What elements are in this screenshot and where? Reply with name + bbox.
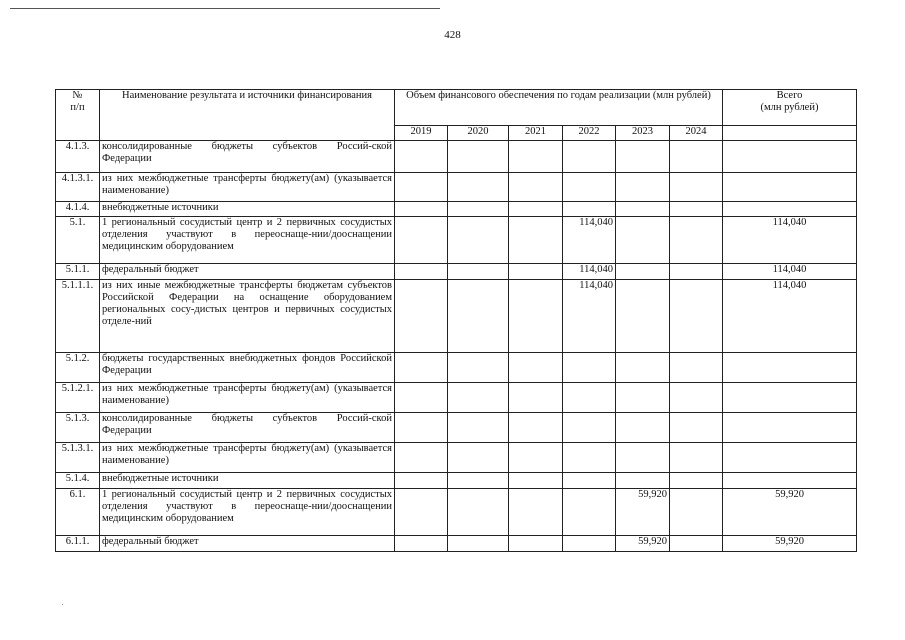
row-name: федеральный бюджет [100, 536, 395, 552]
year-value-cell [616, 473, 670, 489]
year-value-cell [509, 280, 563, 353]
row-number: 5.1. [56, 217, 100, 264]
table-row [56, 264, 857, 280]
year-value-cell [616, 353, 670, 383]
year-value-cell [616, 173, 670, 202]
year-value-cell [563, 383, 616, 413]
year-value-cell [670, 202, 723, 217]
year-value-cell [670, 264, 723, 280]
table-row [56, 473, 857, 489]
year-value-cell [509, 443, 563, 473]
table-row [56, 217, 857, 264]
year-value-cell [670, 473, 723, 489]
year-value-cell [616, 264, 670, 280]
year-value-cell [670, 489, 723, 536]
year-value-cell [563, 173, 616, 202]
table-row [56, 536, 857, 552]
year-value-cell: 114,040 [563, 217, 616, 264]
year-value-cell [448, 217, 509, 264]
table-row [56, 383, 857, 413]
year-value-cell [448, 443, 509, 473]
year-value-cell: 114,040 [563, 280, 616, 353]
year-header: 2024 [670, 126, 723, 141]
row-number: 5.1.2.1. [56, 383, 100, 413]
table-body [56, 90, 857, 552]
page-number: 428 [444, 29, 461, 41]
total-value-cell [723, 413, 857, 443]
year-value-cell [509, 473, 563, 489]
row-name: внебюджетные источники [100, 202, 395, 217]
total-header: Всего (млн рублей) [723, 90, 857, 126]
year-value-cell [448, 173, 509, 202]
row-number: 5.1.3. [56, 413, 100, 443]
year-value-cell [616, 202, 670, 217]
total-value-cell [723, 353, 857, 383]
year-value-cell [563, 536, 616, 552]
num-header: № п/п [56, 90, 100, 141]
year-header: 2022 [563, 126, 616, 141]
year-value-cell [670, 383, 723, 413]
year-value-cell [670, 353, 723, 383]
year-value-cell [509, 217, 563, 264]
total-value-cell [723, 141, 857, 173]
year-value-cell [395, 202, 448, 217]
row-number: 4.1.4. [56, 202, 100, 217]
year-value-cell [448, 353, 509, 383]
year-value-cell [509, 202, 563, 217]
year-value-cell [670, 413, 723, 443]
year-value-cell [563, 473, 616, 489]
total-value-cell [723, 202, 857, 217]
table-row [56, 141, 857, 173]
total-subheader [723, 126, 857, 141]
year-value-cell [616, 383, 670, 413]
year-value-cell [563, 443, 616, 473]
table-row [56, 489, 857, 536]
table-row [56, 202, 857, 217]
total-value-cell [723, 383, 857, 413]
year-value-cell [616, 217, 670, 264]
row-number: 5.1.1.1. [56, 280, 100, 353]
year-value-cell [670, 443, 723, 473]
year-value-cell [395, 353, 448, 383]
header-row [56, 90, 857, 126]
total-value-cell [723, 473, 857, 489]
total-value-cell [723, 173, 857, 202]
year-value-cell [448, 536, 509, 552]
year-value-cell [448, 413, 509, 443]
row-name: из них межбюджетные трансферты бюджету(ам) (указывается наименование) [100, 173, 395, 202]
total-value-cell: 59,920 [723, 489, 857, 536]
row-name: внебюджетные источники [100, 473, 395, 489]
total-value-cell [723, 443, 857, 473]
row-number: 5.1.2. [56, 353, 100, 383]
total-value-cell: 114,040 [723, 264, 857, 280]
year-value-cell: 59,920 [616, 489, 670, 536]
row-name: 1 региональный сосудистый центр и 2 первичных сосудистых отделения участвуют в переоснаще-нии/дооснащении медицинским оборудованием [100, 489, 395, 536]
year-value-cell [563, 489, 616, 536]
year-value-cell [509, 141, 563, 173]
year-value-cell [395, 141, 448, 173]
year-value-cell [448, 264, 509, 280]
name-header: Наименование результата и источники финансирования [100, 90, 395, 141]
year-value-cell [448, 280, 509, 353]
total-value-cell: 114,040 [723, 217, 857, 264]
year-value-cell [509, 489, 563, 536]
year-value-cell [395, 536, 448, 552]
row-name: из них иные межбюджетные трансферты бюджетам субъектов Российской Федерации на оснащение оборудованием региональных сосу-дистых центров и первичных сосудистых отделе-ний [100, 280, 395, 353]
year-value-cell [563, 413, 616, 443]
year-value-cell [670, 536, 723, 552]
row-number: 4.1.3.1. [56, 173, 100, 202]
year-value-cell [395, 217, 448, 264]
table-row [56, 443, 857, 473]
year-value-cell [448, 202, 509, 217]
year-value-cell [563, 353, 616, 383]
table-row [56, 280, 857, 353]
year-value-cell [670, 173, 723, 202]
year-value-cell [395, 443, 448, 473]
year-value-cell [448, 141, 509, 173]
year-value-cell [448, 383, 509, 413]
year-header: 2021 [509, 126, 563, 141]
year-value-cell [448, 473, 509, 489]
year-value-cell [395, 264, 448, 280]
year-value-cell [395, 489, 448, 536]
row-name: консолидированные бюджеты субъектов Россий-ской Федерации [100, 413, 395, 443]
year-header: 2020 [448, 126, 509, 141]
table-row [56, 173, 857, 202]
row-number: 6.1.1. [56, 536, 100, 552]
row-name: 1 региональный сосудистый центр и 2 первичных сосудистых отделения участвуют в переоснаще-нии/дооснащении медицинским оборудованием [100, 217, 395, 264]
row-name: из них межбюджетные трансферты бюджету(ам) (указывается наименование) [100, 383, 395, 413]
total-value-cell: 114,040 [723, 280, 857, 353]
year-value-cell: 59,920 [616, 536, 670, 552]
year-value-cell [509, 536, 563, 552]
year-value-cell [509, 173, 563, 202]
row-number: 5.1.1. [56, 264, 100, 280]
scan-speck [62, 604, 63, 605]
year-value-cell [395, 280, 448, 353]
top-rule [10, 8, 440, 9]
row-number: 5.1.4. [56, 473, 100, 489]
year-value-cell [395, 413, 448, 443]
year-value-cell [616, 141, 670, 173]
year-value-cell [509, 264, 563, 280]
row-number: 6.1. [56, 489, 100, 536]
year-value-cell [509, 353, 563, 383]
year-value-cell [509, 383, 563, 413]
year-value-cell [395, 383, 448, 413]
row-name: бюджеты государственных внебюджетных фондов Российской Федерации [100, 353, 395, 383]
table-row [56, 413, 857, 443]
total-value-cell: 59,920 [723, 536, 857, 552]
year-value-cell: 114,040 [563, 264, 616, 280]
table-row [56, 353, 857, 383]
row-name: консолидированные бюджеты субъектов Россий-ской Федерации [100, 141, 395, 173]
year-value-cell [670, 141, 723, 173]
year-value-cell [448, 489, 509, 536]
year-value-cell [563, 202, 616, 217]
year-value-cell [616, 280, 670, 353]
row-name: федеральный бюджет [100, 264, 395, 280]
row-number: 4.1.3. [56, 141, 100, 173]
row-name: из них межбюджетные трансферты бюджету(ам) (указывается наименование) [100, 443, 395, 473]
year-header: 2019 [395, 126, 448, 141]
year-value-cell [509, 413, 563, 443]
year-value-cell [395, 473, 448, 489]
year-value-cell [670, 217, 723, 264]
year-value-cell [563, 141, 616, 173]
year-value-cell [616, 413, 670, 443]
year-value-cell [670, 280, 723, 353]
financing-table [55, 89, 857, 552]
year-value-cell [616, 443, 670, 473]
row-number: 5.1.3.1. [56, 443, 100, 473]
volume-header: Объем финансового обеспечения по годам реализации (млн рублей) [395, 90, 723, 126]
year-header: 2023 [616, 126, 670, 141]
year-value-cell [395, 173, 448, 202]
